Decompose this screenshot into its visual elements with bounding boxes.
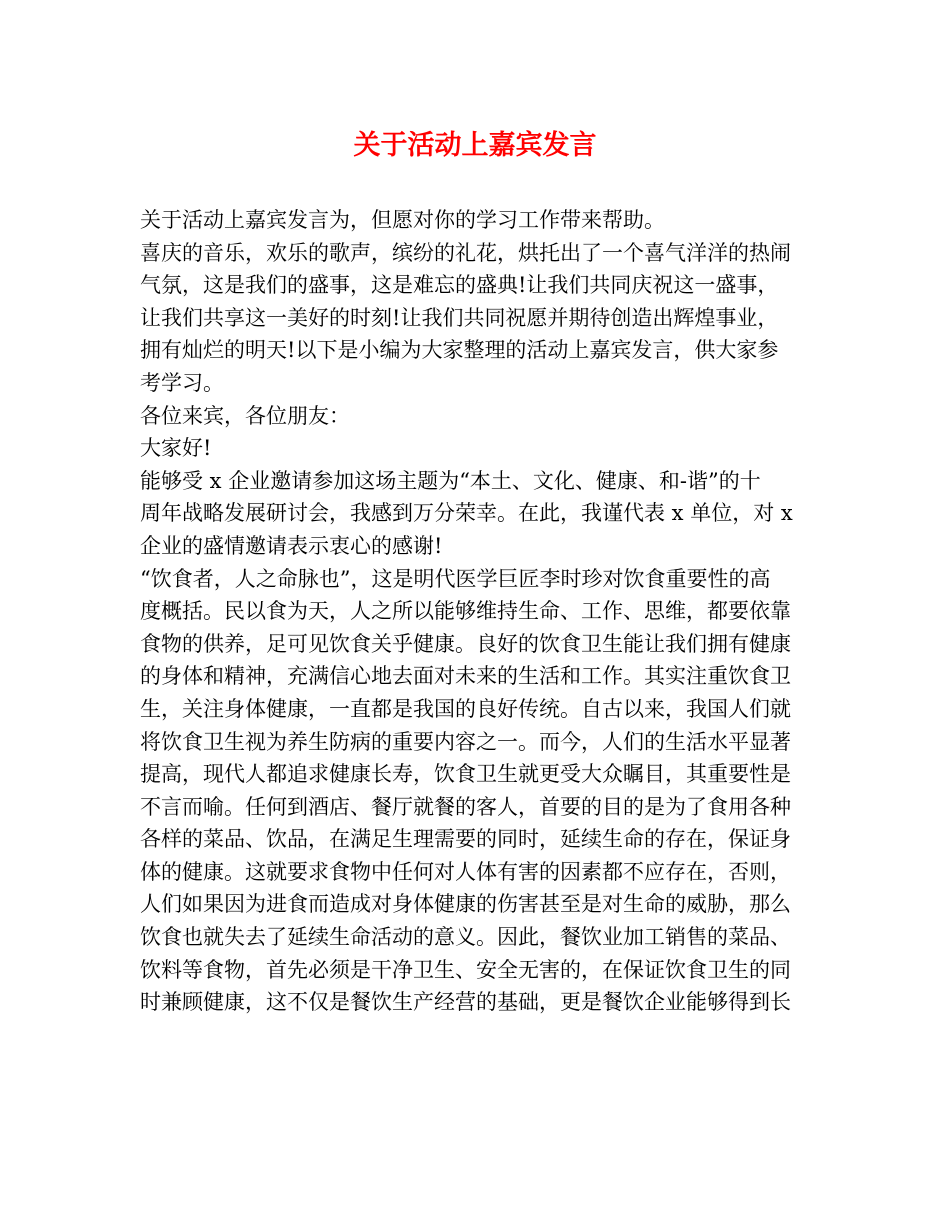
text-line: 周年战略发展研讨会，我感到万分荣幸。在此，我谨代表 x 单位，对 x — [140, 501, 793, 526]
text-line: 生，关注身体健康，一直都是我国的良好传统。自古以来，我国人们就 — [140, 696, 791, 721]
text-line: 气氛，这是我们的盛事，这是难忘的盛典!让我们共同庆祝这一盛事， — [140, 273, 779, 298]
text-line: 食物的供养，足可见饮食关乎健康。良好的饮食卫生能让我们拥有健康 — [140, 631, 791, 656]
text-line: 让我们共享这一美好的时刻!让我们共同祝愿并期待创造出辉煌事业， — [140, 305, 779, 330]
text-line: 时兼顾健康，这不仅是餐饮生产经营的基础，更是餐饮企业能够得到长 — [140, 990, 791, 1015]
document-body — [140, 204, 820, 1019]
text-line: 拥有灿烂的明天!以下是小编为大家整理的活动上嘉宾发言，供大家参 — [140, 338, 779, 363]
text-line: 喜庆的音乐，欢乐的歌声，缤纷的礼花，烘托出了一个喜气洋洋的热闹 — [140, 240, 791, 265]
text-line: 大家好! — [140, 436, 212, 461]
text-line: 各位来宾，各位朋友： — [140, 403, 350, 428]
text-line: 将饮食卫生视为养生防病的重要内容之一。而今，人们的生活水平显著 — [140, 729, 791, 754]
text-line: 不言而喻。任何到酒店、餐厅就餐的客人，首要的目的是为了食用各种 — [140, 794, 791, 819]
text-line: 关于活动上嘉宾发言为，但愿对你的学习工作带来帮助。 — [140, 208, 665, 232]
text-line: 人们如果因为进食而造成对身体健康的伤害甚至是对生命的威胁，那么 — [140, 892, 791, 917]
text-line: 体的健康。这就要求食物中任何对人体有害的因素都不应存在，否则， — [140, 859, 791, 884]
text-line: 提高，现代人都追求健康长寿，饮食卫生就更受大众瞩目，其重要性是 — [140, 762, 791, 787]
document-title: 关于活动上嘉宾发言 — [353, 130, 597, 161]
text-line: 度概括。民以食为天，人之所以能够维持生命、工作、思维，都要依靠 — [140, 599, 791, 624]
text-line: “饮食者，人之命脉也”，这是明代医学巨匠李时珍对饮食重要性的高 — [140, 566, 771, 591]
text-line: 能够受 x 企业邀请参加这场主题为“本土、文化、健康、和-谐”的十 — [140, 468, 761, 493]
text-line: 饮食也就失去了延续生命活动的意义。因此，餐饮业加工销售的菜品、 — [140, 925, 791, 950]
text-line: 的身体和精神，充满信心地去面对未来的生活和工作。其实注重饮食卫 — [140, 664, 791, 689]
text-line: 考学习。 — [140, 370, 224, 395]
text-line: 企业的盛情邀请表示衷心的感谢! — [140, 533, 443, 558]
text-line: 饮料等食物，首先必须是干净卫生、安全无害的，在保证饮食卫生的同 — [140, 957, 791, 982]
text-line: 各样的菜品、饮品，在满足生理需要的同时，延续生命的存在，保证身 — [140, 827, 791, 852]
